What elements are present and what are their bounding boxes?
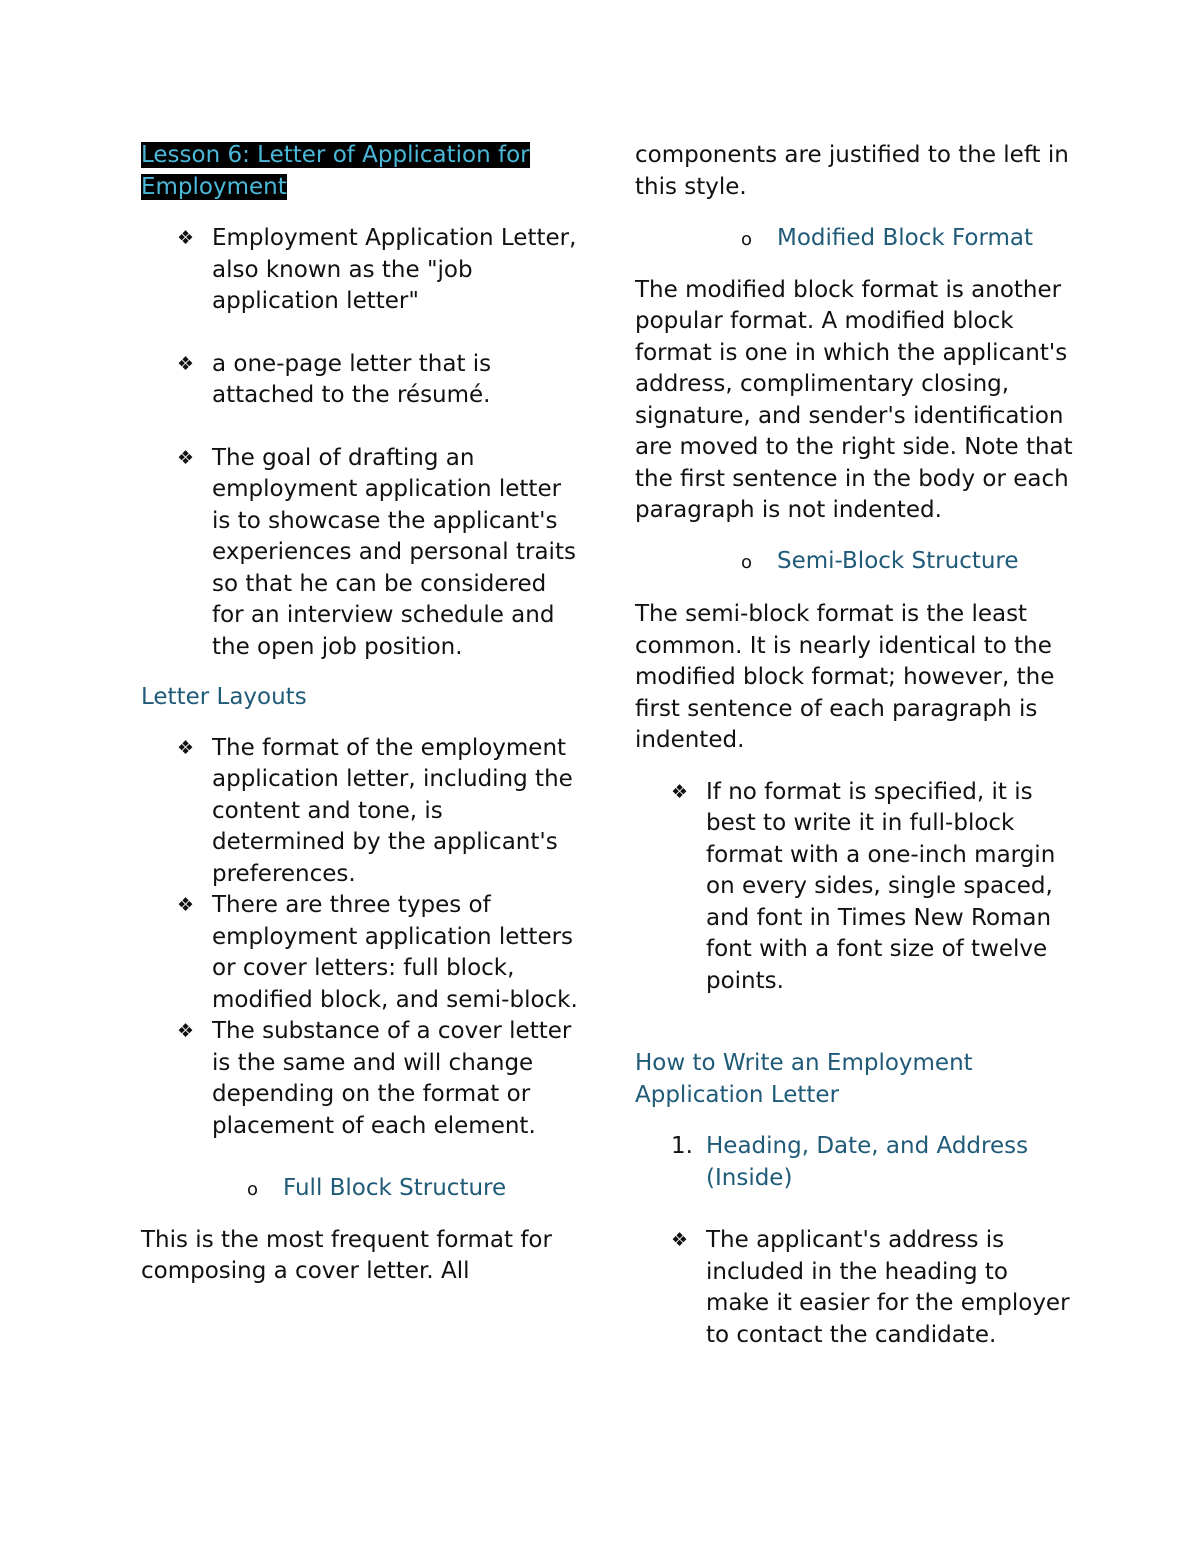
diamond-bullet-icon: ❖ [177, 736, 195, 759]
list-item: ❖ Employment Application Letter, also known as the "job application letter" [177, 225, 577, 314]
left-column [141, 140, 581, 1288]
semi-block-heading: o Semi-Block Structure [635, 546, 1075, 578]
layout-bullet-list [141, 733, 581, 1143]
list-item: ❖ The applicant's address is included in the heading to make it easier for the employer to contact the candidate. [671, 1227, 1070, 1348]
semi-block-paragraph: The semi-block format is the least common. It is nearly identical to the modified block format; however, the first sentence of each paragraph is indented. [635, 601, 1055, 753]
diamond-bullet-icon: ❖ [671, 1229, 689, 1251]
modified-block-heading: o Modified Block Format [635, 223, 1075, 255]
list-item: ❖ There are three types of employment application letters or cover letters: full block, modified block, and semi-block. [177, 892, 578, 1013]
diamond-bullet-icon: ❖ [671, 780, 689, 803]
lesson-title: Lesson 6: Letter of Application for Employment [141, 142, 530, 200]
how-to-write-heading: How to Write an Employment Application Letter [635, 1050, 973, 1108]
full-block-paragraph: This is the most frequent format for composing a cover letter. All [141, 1226, 552, 1284]
step-1-heading: 1. Heading, Date, and Address (Inside) [671, 1133, 1029, 1191]
step-number: 1. [671, 1133, 693, 1159]
list-item: ❖ The goal of drafting an employment application letter is to showcase the applicant's experiences and personal traits so that he can be considered for an interview schedule and the open job position. [177, 444, 576, 660]
circle-bullet-icon: o [247, 1179, 259, 1200]
full-block-heading: o Full Block Structure [141, 1173, 581, 1205]
intro-bullet-list [141, 223, 581, 663]
diamond-bullet-icon: ❖ [177, 894, 195, 916]
circle-bullet-icon: o [741, 229, 753, 250]
list-item: ❖ a one-page letter that is attached to the résumé. [177, 350, 492, 408]
full-block-paragraph-continued: components are justified to the left in this style. [635, 142, 1069, 200]
list-item: ❖ The substance of a cover letter is the same and will change depending on the format or placement of each element. [177, 1018, 572, 1139]
list-item: ❖ The format of the employment application letter, including the content and tone, is determined by the applicant's preferences. [177, 734, 573, 887]
circle-bullet-icon: o [741, 551, 753, 573]
diamond-bullet-icon: ❖ [177, 352, 195, 375]
diamond-bullet-icon: ❖ [177, 1020, 195, 1042]
letter-layouts-heading: Letter Layouts [141, 684, 307, 710]
modified-block-paragraph: The modified block format is another popular format. A modified block format is one in which the applicant's address, complimentary closing, signature, and sender's identification are moved to the right side. Note that the first sentence in the body or each paragraph is not indented. [635, 276, 1073, 523]
right-column [635, 140, 1075, 1351]
diamond-bullet-icon: ❖ [177, 227, 195, 249]
format-bullet-list [635, 777, 1075, 998]
step-1-bullet-list [635, 1225, 1075, 1351]
diamond-bullet-icon: ❖ [177, 446, 195, 469]
list-item: ❖ If no format is specified, it is best to write it in full-block format with a one-inch margin on every sides, single spaced, and font in Times New Roman font with a font size of twelve points. [671, 778, 1056, 994]
